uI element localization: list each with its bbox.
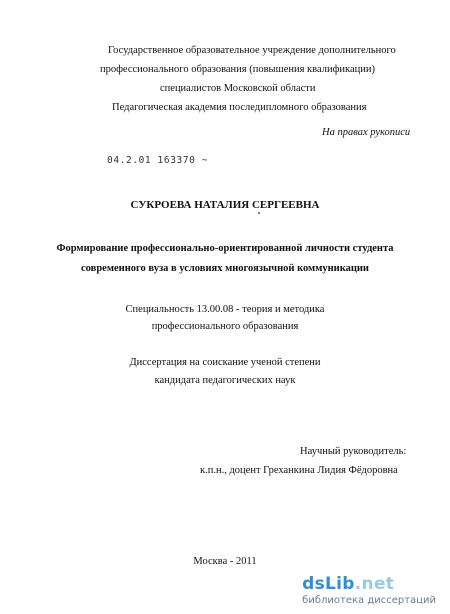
manuscript-note: На правах рукописи xyxy=(322,127,411,138)
city-year: Москва - 2011 xyxy=(193,556,257,567)
archive-stamp-number: 04.2.01 163370 ~ xyxy=(107,155,209,166)
watermark-logo[interactable] xyxy=(302,574,436,594)
institution-line-4: Педагогическая академия последипломного образования xyxy=(112,102,367,113)
author-name: СУКРОЕВА НАТАЛИЯ СЕРГЕЕВНА xyxy=(130,199,320,211)
watermark-logo-domain: .net xyxy=(354,574,395,594)
thesis-title-line-1: Формирование профессионально-ориентированной личности студента xyxy=(56,243,394,254)
site-watermark[interactable] xyxy=(302,574,436,606)
specialty-line-2: профессионального образования xyxy=(151,321,299,332)
institution-line-3: специалистов Московской области xyxy=(160,83,316,94)
thesis-title-line-2: современного вуза в условиях многоязычной коммуникации xyxy=(81,263,369,274)
advisor-name: к.п.н., доцент Греханкина Лидия Фёдоровна xyxy=(200,465,398,476)
ink-dot xyxy=(258,212,260,214)
dissertation-line-2: кандидата педагогических наук xyxy=(154,375,296,386)
institution-line-1: Государственное образовательное учреждение дополнительного xyxy=(108,45,396,56)
institution-line-2: профессионального образования (повышения квалификации) xyxy=(100,64,375,75)
advisor-label: Научный руководитель: xyxy=(300,446,407,457)
dissertation-line-1: Диссертация на соискание ученой степени xyxy=(129,357,321,368)
watermark-logo-main: dsLib xyxy=(302,574,355,594)
watermark-subtitle: библиотека диссертаций xyxy=(302,595,436,606)
specialty-line-1: Специальность 13.00.08 - теория и методика xyxy=(125,304,325,315)
